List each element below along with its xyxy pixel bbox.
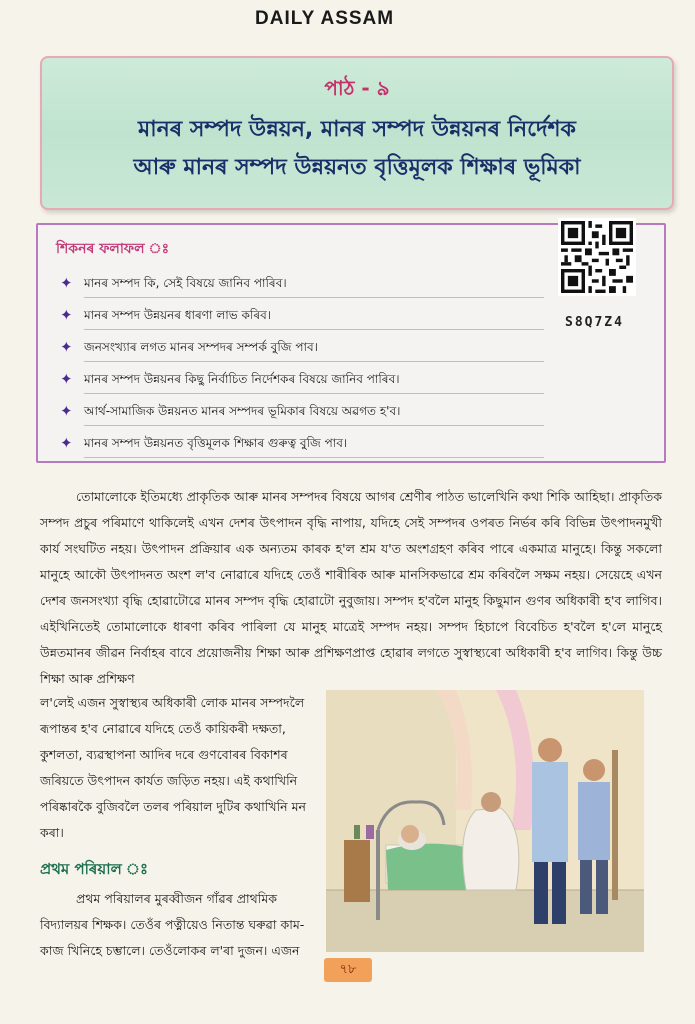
- star-bullet-icon: ✦: [60, 402, 73, 420]
- star-bullet-icon: ✦: [60, 434, 73, 452]
- list-item: ✦ আৰ্থ-সামাজিক উন্নয়নত মানৰ সম্পদৰ ভূমিকাৰ বিষয়ে অৱগত হ'ব।: [56, 401, 556, 433]
- left-column-text: [40, 690, 320, 964]
- star-bullet-icon: ✦: [60, 370, 73, 388]
- list-item: ✦ মানৰ সম্পদ উন্নয়নৰ ধাৰণা লাভ কৰিব।: [56, 305, 556, 337]
- family-illustration: [326, 690, 644, 952]
- section-heading: প্ৰথম পৰিয়াল ঃ: [40, 860, 148, 878]
- star-bullet-icon: ✦: [60, 306, 73, 324]
- intro-paragraph: [40, 484, 662, 692]
- paragraph: প্ৰথম পৰিয়ালৰ মুৰব্বীজন গাঁৱৰ প্ৰাথমিক বিদ্যালয়ৰ শিক্ষক। তেওঁৰ পত্নীয়েও নিতান্ত ঘৰুৱা কাম-কাজ খিনিহে চম্ভালে। তেওঁলোকৰ ল'ৰা দুজন। এজন: [40, 891, 305, 958]
- list-item: ✦ মানৰ সম্পদ কি, সেই বিষয়ে জানিব পাৰিব।: [56, 273, 556, 305]
- chapter-banner: [40, 56, 674, 210]
- learning-outcomes-list: [56, 273, 556, 465]
- chapter-title-line1: মানৰ সম্পদ উন্নয়ন, মানৰ সম্পদ উন্নয়নৰ নির্দেশক: [138, 117, 576, 142]
- paragraph: তোমালোকে ইতিমধ্যে প্ৰাকৃতিক আৰু মানৰ সম্পদৰ বিষয়ে আগৰ শ্ৰেণীৰ পাঠত ভালেখিনি কথা শিকি আহিছা। প্ৰাকৃতিক সম্পদ প্ৰচুৰ পৰিমাণে থাকিলেই এখন দেশৰ উৎপাদন বৃদ্ধি নাপায়, যদিহে সেই সম্পদৰ ওপৰত নিৰ্ভৰ কৰি বিভিন্ন উৎপাদনমুখী কাৰ্য সংঘটিত নহয়। উৎপাদন প্ৰক্ৰিয়াৰ এক অন্যতম কাৰক হ'ল শ্ৰম য'ত অংশগ্ৰহণ কৰিব পাৰে একমাত্ৰ মানুহে। কিন্তু সকলো মানুহে আকৌ উৎপাদনত অংশ ল'ব নোৱাৰে যদিহে তেওঁ শাৰীৰিক আৰু মানসিকভাৱে শ্ৰম কৰিবলৈ সক্ষম নহয়। সেয়েহে এখন দেশৰ জনসংখ্যা বৃদ্ধি হোৱাটোৱে মানৰ সম্পদ বৃদ্ধি হোৱাটো নুবুজায়। সম্পদ হ'বলৈ মানুহ কিছুমান গুণৰ অধিকাৰী হ'ব লাগিব। এইখিনিতেই তোমালোকে ধাৰণা কৰিব পাৰিলা যে মানুহ মাত্ৰেই সম্পদ নহয়। সম্পদ হিচাপে বিবেচিত হ'বলৈ হ'লে মানুহে উন্নতমানৰ জীৱন নিৰ্বাহৰ বাবে প্ৰয়োজনীয় শিক্ষা আৰু প্ৰশিক্ষণপ্ৰাপ্ত হোৱাৰ লগতে সুস্বাস্থ্যৰো অধিকাৰী হ'ব লাগিব। কিন্তু উচ্চ শিক্ষা আৰু প্ৰশিক্ষণ: [40, 489, 662, 686]
- watermark: DAILY ASSAM: [255, 8, 395, 29]
- qr-code-icon[interactable]: [558, 218, 636, 296]
- qr-code-label: S8Q7Z4: [565, 315, 624, 330]
- list-item: ✦ মানৰ সম্পদ উন্নয়নৰ কিছু নির্বাচিত নির্দেশকৰ বিষয়ে জানিব পাৰিব।: [56, 369, 556, 401]
- chapter-title-line2: আৰু মানৰ সম্পদ উন্নয়নত বৃত্তিমূলক শিক্ষাৰ ভূমিকা: [133, 155, 581, 180]
- lesson-number: পাঠ - ৯: [324, 76, 390, 100]
- page-number: ৭৮: [324, 958, 372, 982]
- paragraph: ল'লেই এজন সুস্বাস্থ্যৰ অধিকাৰী লোক মানৰ সম্পদলৈ ৰূপান্তৰ হ'ব নোৱাৰে যদিহে তেওঁ কায়িকৰী দক্ষতা, কুশলতা, ব্যৱস্থাপনা আদিৰ দৰে গুণবোৰৰ বিকাশৰ জৰিয়তে উৎপাদন কাৰ্যত জড়িত নহয়। এই কথাখিনি পৰিষ্কাৰকৈ বুজিবলৈ তলৰ পৰিয়াল দুটিৰ কথাখিনি মন কৰা।: [40, 695, 307, 840]
- star-bullet-icon: ✦: [60, 274, 73, 292]
- learning-outcomes-heading: শিকনৰ ফলাফল ঃ: [56, 241, 170, 257]
- chapter-title: [64, 111, 650, 187]
- list-item: ✦ মানৰ সম্পদ উন্নয়নত বৃত্তিমূলক শিক্ষাৰ গুৰুত্ব বুজি পাব।: [56, 433, 556, 465]
- star-bullet-icon: ✦: [60, 338, 73, 356]
- list-item: ✦ জনসংখ্যাৰ লগত মানৰ সম্পদৰ সম্পৰ্ক বুজি পাব।: [56, 337, 556, 369]
